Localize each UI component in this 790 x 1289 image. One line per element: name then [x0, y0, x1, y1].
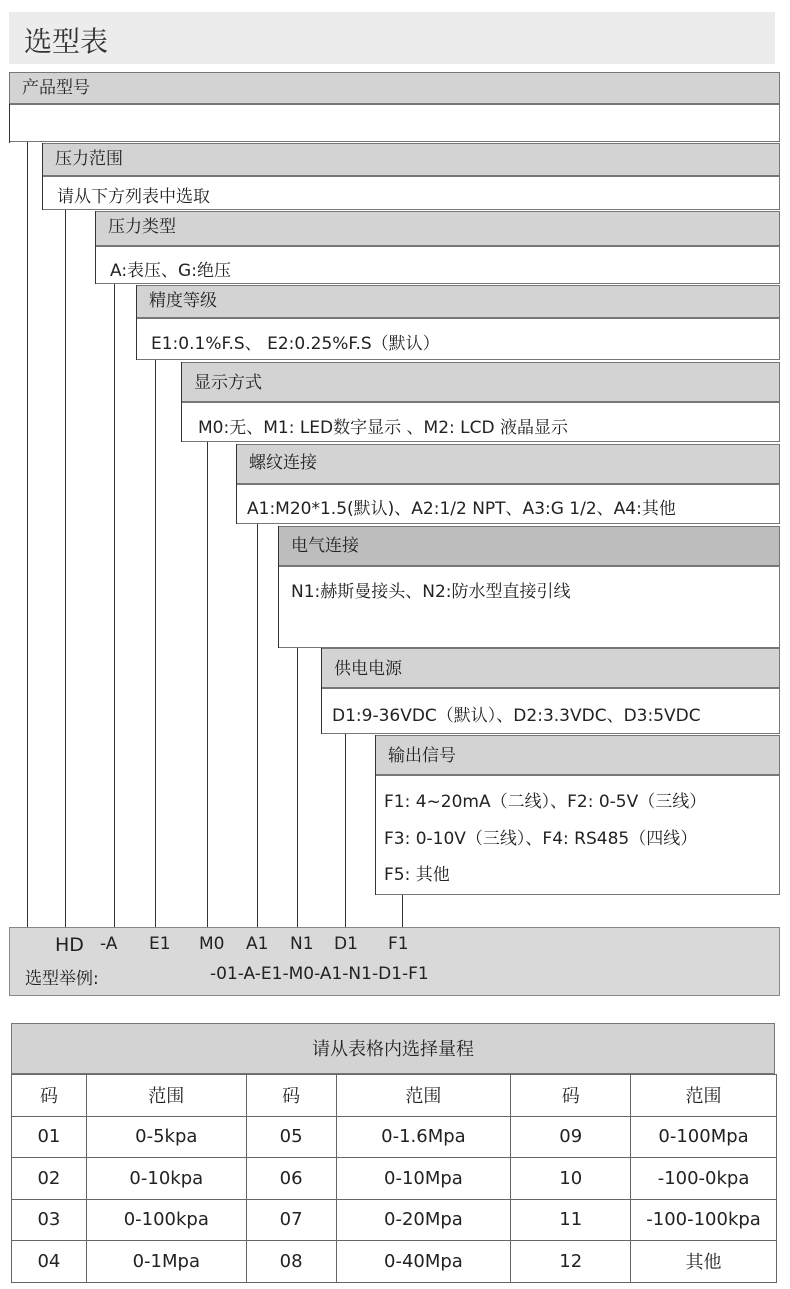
model-label: 产品型号	[22, 78, 90, 98]
example-code: HD	[55, 934, 84, 956]
table-cell: 08	[246, 1241, 336, 1283]
column-header: 码	[246, 1075, 336, 1117]
table-cell: 03	[12, 1199, 87, 1241]
section-header-electrical	[278, 526, 780, 566]
table-cell: 05	[246, 1116, 336, 1158]
section-box-power	[321, 688, 780, 734]
range-table-header	[11, 1023, 775, 1074]
connector-line	[27, 142, 28, 928]
section-box-output	[375, 775, 780, 895]
example-box	[9, 927, 780, 996]
page-title: 选型表	[24, 25, 109, 58]
range-table	[11, 1074, 777, 1283]
section-line: A:表压、G:绝压	[110, 261, 231, 281]
table-cell: 04	[12, 1241, 87, 1283]
example-code: A1	[246, 934, 269, 954]
section-line: E1:0.1%F.S、 E2:0.25%F.S（默认）	[151, 334, 440, 354]
table-cell: 0-10kpa	[86, 1158, 246, 1200]
table-cell: 0-40Mpa	[336, 1241, 511, 1283]
connector-line	[402, 895, 403, 928]
table-cell: 0-1Mpa	[86, 1241, 246, 1283]
table-cell: 其他	[631, 1241, 777, 1283]
connector-line	[95, 211, 96, 284]
table-row	[12, 1158, 777, 1200]
table-cell: 0-5kpa	[86, 1116, 246, 1158]
section-header-label: 压力类型	[108, 217, 176, 237]
section-header-accuracy	[136, 285, 780, 318]
table-cell: 12	[511, 1241, 631, 1283]
connector-line	[375, 735, 376, 895]
section-line: N1:赫斯曼接头、N2:防水型直接引线	[291, 582, 571, 602]
section-box-pressure-range	[42, 176, 780, 210]
table-cell: -100-0kpa	[631, 1158, 777, 1200]
table-cell: 0-100Mpa	[631, 1116, 777, 1158]
example-value: -01-A-E1-M0-A1-N1-D1-F1	[210, 964, 429, 984]
example-code: M0	[199, 934, 225, 954]
table-cell: 0-100kpa	[86, 1199, 246, 1241]
table-cell: 07	[246, 1199, 336, 1241]
connector-line	[181, 362, 182, 442]
connector-line	[297, 648, 298, 928]
example-code: D1	[334, 934, 358, 954]
column-header: 码	[511, 1075, 631, 1117]
table-cell: 06	[246, 1158, 336, 1200]
section-line: F3: 0-10V（三线）、F4: RS485（四线）	[384, 829, 698, 849]
connector-line	[155, 360, 156, 928]
table-row	[12, 1199, 777, 1241]
table-row	[12, 1241, 777, 1283]
section-header-thread	[236, 444, 780, 484]
section-line: F1: 4~20mA（二线）、F2: 0-5V（三线）	[384, 792, 707, 812]
section-line: D1:9-36VDC（默认）、D2:3.3VDC、D3:5VDC	[332, 706, 701, 726]
section-line: 请从下方列表中选取	[57, 187, 210, 207]
connector-line	[9, 104, 10, 143]
range-table-title: 请从表格内选择量程	[312, 1039, 474, 1060]
section-header-label: 精度等级	[149, 291, 217, 311]
table-cell: 0-20Mpa	[336, 1199, 511, 1241]
column-header: 范围	[336, 1075, 511, 1117]
connector-line	[278, 526, 279, 648]
section-box-accuracy	[136, 318, 780, 360]
connector-line	[42, 143, 43, 210]
section-box-thread	[236, 484, 780, 524]
table-cell: 01	[12, 1116, 87, 1158]
title-bar	[9, 12, 775, 64]
model-box	[9, 104, 780, 142]
section-line: A1:M20*1.5(默认)、A2:1/2 NPT、A3:G 1/2、A4:其他	[247, 499, 676, 519]
example-label: 选型举例:	[25, 969, 99, 989]
section-header-label: 电气连接	[291, 536, 359, 556]
example-code: F1	[388, 934, 409, 954]
section-header-output	[375, 735, 780, 775]
table-header-row	[12, 1075, 777, 1117]
connector-line	[236, 444, 237, 524]
connector-line	[207, 442, 208, 928]
example-code: -A	[100, 934, 118, 954]
section-box-display	[181, 402, 780, 442]
section-header-pressure-type	[95, 211, 780, 246]
table-cell: 0-1.6Mpa	[336, 1116, 511, 1158]
section-header-label: 供电电源	[334, 659, 402, 679]
section-header-display	[181, 362, 780, 402]
section-header-label: 输出信号	[388, 746, 456, 766]
table-cell: -100-100kpa	[631, 1199, 777, 1241]
column-header: 范围	[86, 1075, 246, 1117]
connector-line	[257, 524, 258, 928]
connector-line	[345, 734, 346, 928]
section-header-label: 压力范围	[55, 149, 123, 169]
table-cell: 10	[511, 1158, 631, 1200]
table-cell: 0-10Mpa	[336, 1158, 511, 1200]
section-box-electrical	[278, 566, 780, 648]
section-header-label: 螺纹连接	[249, 453, 317, 473]
table-row	[12, 1116, 777, 1158]
connector-line	[321, 648, 322, 734]
table-cell: 09	[511, 1116, 631, 1158]
section-header-power	[321, 648, 780, 688]
section-header-pressure-range	[42, 143, 780, 176]
example-code: E1	[149, 934, 171, 954]
table-cell: 02	[12, 1158, 87, 1200]
connector-line	[114, 284, 115, 928]
section-box-pressure-type	[95, 246, 780, 284]
column-header: 范围	[631, 1075, 777, 1117]
column-header: 码	[12, 1075, 87, 1117]
connector-line	[65, 210, 66, 928]
example-code: N1	[290, 934, 314, 954]
model-header	[9, 72, 780, 104]
section-line: F5: 其他	[384, 865, 450, 885]
table-cell: 11	[511, 1199, 631, 1241]
connector-line	[136, 285, 137, 360]
section-line: M0:无、M1: LED数字显示 、M2: LCD 液晶显示	[198, 418, 568, 438]
section-header-label: 显示方式	[194, 373, 262, 393]
